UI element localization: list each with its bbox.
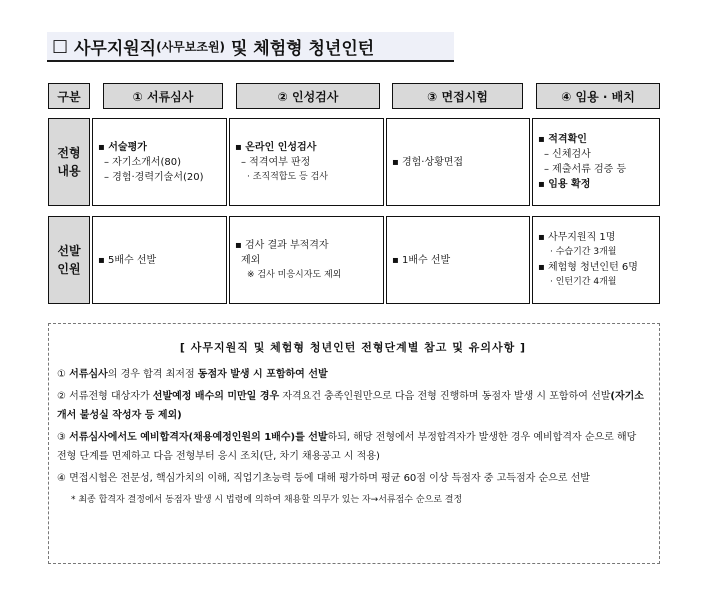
title-main: 사무지원직 [73,38,157,59]
selection-cell-2 [229,216,384,304]
stage-header-4: ④ 임용 · 배치 [536,83,660,109]
stage-header-2: ② 인성검사 [236,83,380,109]
note-emphasis: 서류심사 [69,369,108,380]
title-paren: (사무보조원) [156,39,226,54]
section-title [47,32,454,62]
cell-line: – 경험·경력기술서(20) [104,171,204,183]
cell-line: ▪ 1배수 선발 [392,254,451,266]
table-corner-header: 구분 [48,83,90,109]
selection-cell-3 [386,216,530,304]
note-text: ① [57,369,70,380]
selection-cell-1 [92,216,227,304]
note-emphasis: 동점자 발생 시 포함하여 선발 [197,369,328,380]
notes-footnote: * 최종 합격자 결정에서 동점자 발생 시 법령에 의하여 채용할 의무가 있는 자→서류점수 순으로 결정 [71,495,463,505]
row-label-content: 전형 내용 [48,118,90,206]
note-text: ② 서류전형 대상자가 [57,391,153,402]
title-square: □ [52,36,69,56]
cell-line: 제외 [241,254,261,266]
cell-line: – 자기소개서(80) [104,156,182,168]
cell-line: ▪ 경험·상황면접 [392,156,464,168]
title-rest: 및 체험형 청년인턴 [230,38,375,59]
note-emphasis: 선발예정 배수의 미만일 경우 [152,391,280,402]
content-cell-4 [532,118,660,206]
note-emphasis: 서류심사에서도 예비합격자(채용예정인원의 1배수)를 선발 [69,432,328,443]
cell-line: · 인턴기간 4개월 [550,277,617,287]
stage-header-1: ① 서류심사 [103,83,223,109]
cell-line: ▪ 5배수 선발 [98,254,157,266]
selection-cell-4 [532,216,660,304]
content-cell-2 [229,118,384,206]
cell-line: ▪ 검사 결과 부적격자 [235,239,329,251]
note-text: 자격요건 충족인원만으로 다음 전형 진행하며 동점자 발생 시 포함하여 선발 [279,391,611,402]
note-item [57,365,649,384]
content-cell-3 [386,118,530,206]
cell-line: ▪ 임용 확정 [538,179,591,190]
cell-line: – 적격여부 판정 [241,156,311,168]
content-cell-1 [92,118,227,206]
cell-line: ▪ 적격확인 [538,134,587,145]
note-text: ④ 면접시험은 전문성, 핵심가치의 이해, 직업기초능력 등에 대해 평가하며 평균 60점 이상 득점자 중 고득점자 순으로 선발 [57,473,590,484]
cell-line: – 신체검사 [544,149,591,160]
cell-line: ▪ 체험형 청년인턴 6명 [538,262,638,273]
note-item [57,469,649,488]
cell-line: – 제출서류 검증 등 [544,164,627,175]
cell-line: · 조직적합도 등 검사 [247,171,328,182]
note-item [57,428,649,466]
cell-line: ▪ 사무지원직 1명 [538,232,616,243]
cell-line: ▪ 온라인 인성검사 [235,141,317,153]
cell-line: · 수습기간 3개월 [550,247,617,257]
cell-line: ※ 검사 미응시자도 제외 [247,269,342,280]
note-item [57,387,649,425]
notes-box [48,323,660,564]
note-text: 의 경우 합격 최저점 [107,369,198,380]
row-label-selection: 선발 인원 [48,216,90,304]
stage-header-3: ③ 면접시험 [392,83,523,109]
note-text: ③ [57,432,70,443]
note-text: 하되, 해당 전형에서 부정합격자가 발생한 경우 예비합격자 순으로 해당 전형 단계를 면제하고 다음 전형부터 응시 조치(단, 차기 채용공고 시 적용) [57,432,637,462]
note-emphasis: (자기소개서 불성실 작성자 등 제외) [57,391,644,421]
cell-line: ▪ 서술평가 [98,141,147,153]
notes-title: [ 사무지원직 및 체험형 청년인턴 전형단계별 참고 및 유의사항 ] [179,341,527,354]
